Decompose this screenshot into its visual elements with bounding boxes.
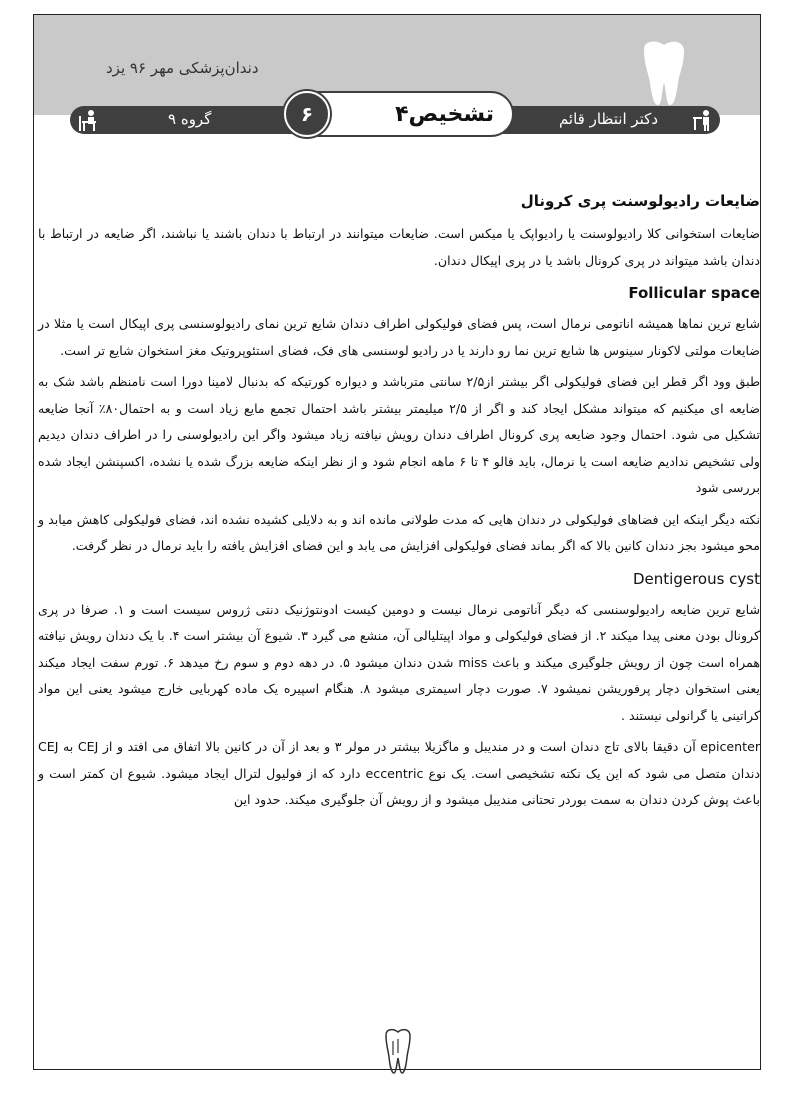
section-heading: Dentigerous cyst bbox=[632, 569, 760, 588]
paragraph: شایع ترین نماها همیشه اناتومی نرمال است، پس فضای فولیکولی اطراف دندان شایع ترین نمای رادیولوسنسی پری اپیکال است یا مثلا در ضایعات مولتی لاکونار سینوس ها شایع ترین نما رو دارند یا در رادیو لوسنسی های فک، فضای استئوپروتیک مغز استخوان شایع تر است. bbox=[38, 316, 760, 358]
students-icon bbox=[76, 108, 100, 132]
paragraph: نکته دیگر اینکه این فضاهای فولیکولی در دندان هایی که مدت طولانی مانده اند و به دلایلی کشیده نشده اند، فضای فولیکولی کاهش میابد و محو میشود بجز دندان کانین بالا که اگر بماند فضای فولیکولی افزایش می یابد و این فضای افزایش یافته را باید نرمال در نظر گرفت. bbox=[38, 511, 760, 553]
teacher-icon bbox=[690, 108, 714, 132]
section-heading: Follicular space bbox=[628, 284, 760, 302]
document-body bbox=[38, 187, 760, 819]
tooth-logo-icon bbox=[636, 39, 692, 109]
footer-tooth-icon bbox=[381, 1027, 415, 1075]
paragraph: ضایعات استخوانی کلا رادیولوسنت یا رادیواپک یا میکس است. ضایعات میتوانند در ارتباط با دندان باشند یا نباشند، اگر ضایعه در ارتباط با دندان باشد میتواند در پری کرونال باشد یا در پری اپیکال دندان. bbox=[38, 226, 760, 268]
paragraph: طبق وود اگر قطر این فضای فولیکولی اگر بیشتر از۲/۵ سانتی مترباشد و دیواره کورتیکه که بدنبال لامینا دورا است نامنظم باشد شک به ضایعه ای میکنیم که میتواند مشکل ایجاد کند و اگر از ۲/۵ میلیمتر بیشتر باشد احتمال تجمع مایع زیاد است و به احتمال۸۰٪ آنجا ضایعه تشکیل می شود. احتمال وجود ضایعه پری کرونال اطراف دندان رویش نیافته زیاد میشود واگر این رادیولوسنی را در اطراف دندان دیدیم ولی تشخیص ندادیم ضایعه است یا نرمال، باید فالو ۴ تا ۶ ماهه انجام شود و از نظر اینکه ضایعه بزرگ شده یا نشده، اکسپنشن ایجاد شده بررسی شود bbox=[38, 374, 761, 495]
paragraph: epicenter آن دقیقا بالای تاج دندان است و در مندیبل و ماگزیلا بیشتر در مولر ۳ و بعد از آن در کانین بالا اتفاق می افتد و از CEJ به CEJ دندان متصل می شود که این یک نکته تشخیصی است. یک نوع eccentric دارد که از فولیول لترال ایجاد میشود. شیوع ان کمتر است و باعث پوش کردن دندان به سمت بوردر تحتانی مندیبل میشود و از رویش آن جلوگیری میکند. حدود این bbox=[38, 739, 761, 807]
section-heading: ضایعات رادیولوسنت پری کرونال bbox=[520, 192, 760, 210]
paragraph: شایع ترین ضایعه رادیولوسنسی که دیگر آناتومی نرمال نیست و دومین کیست ادونتوژنیک دنتی ژروس سیست است و ۱. صرفا در پری کرونال بودن معنی پیدا میکند ۲. از فضای فولیکولی و مواد اپیتلیالی آن، منشع می گیرد ۳. شیوع آن بیشتر است ۴. با یک دندان رویش نیافته همراه است چون از رویش جلوگیری میکند و باعث miss شدن دندان میشود ۵. در دهه دوم و سوم رخ میدهد ۶. تورم سفت ایجاد میکند یعنی استخوان دچار پرفوریشن نمیشود ۷. صورت دچار اسیمتری میشود ۸. هنگام اسپیره یک ماده کهربایی خارج میشود یعنی این مواد کراتینی یا گرانولی نیستند . bbox=[38, 601, 761, 723]
group-label: گروه ۹ bbox=[168, 110, 212, 128]
page-number-badge: ۶ bbox=[284, 91, 330, 137]
page-frame bbox=[33, 14, 761, 1070]
page-title: تشخیص۴ bbox=[395, 102, 494, 127]
teacher-name: دکتر انتظار قائم bbox=[558, 110, 658, 128]
school-label: دندان‌پزشکی مهر ۹۶ یزد bbox=[106, 59, 259, 77]
